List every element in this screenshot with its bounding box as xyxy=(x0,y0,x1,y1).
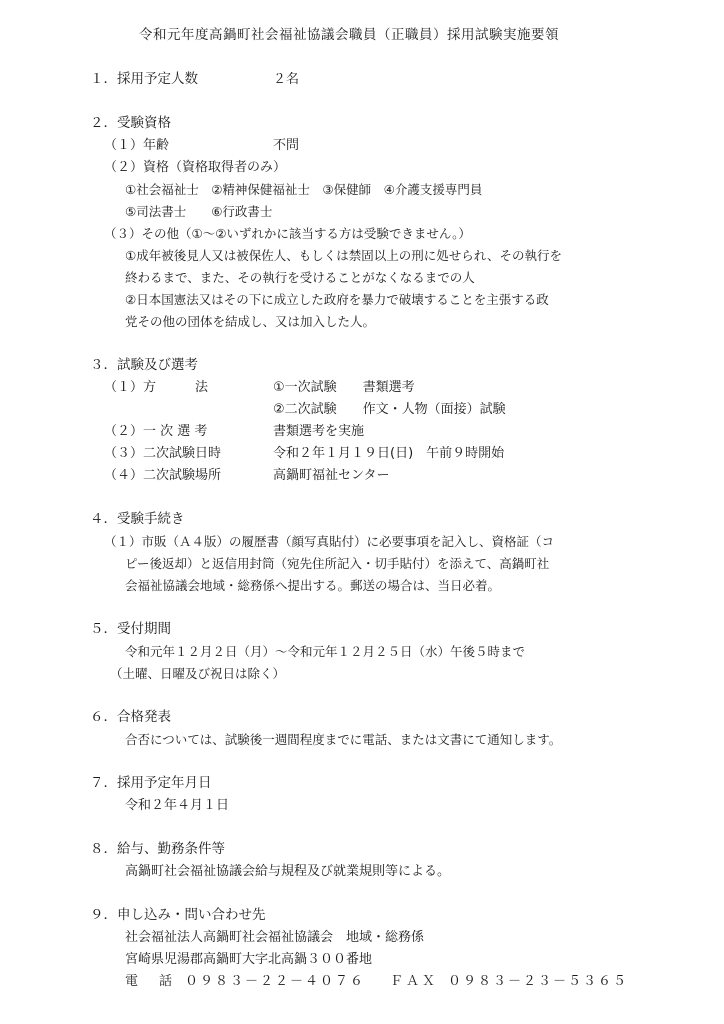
qualification-list-2: ⑤司法書士 ⑥行政書士 xyxy=(125,204,273,219)
document-title: 令和元年度高鍋町社会福祉協議会職員（正職員）採用試験実施要領 xyxy=(139,27,559,43)
fax-label: ＦＡＸ xyxy=(390,974,439,989)
start-date: 令和２年４月１日 xyxy=(125,798,230,813)
section-4-heading: ４．受験手続き xyxy=(90,511,185,527)
acceptance-period: 令和元年１２月２日（月）～令和元年１２月２５日（水）午後５時まで xyxy=(125,644,526,659)
salary-conditions: 高鍋町社会福祉協議会給与規程及び就業規則等による。 xyxy=(125,864,451,879)
procedure-line-2: ピー後返却）と返信用封筒（宛先住所記入・切手貼付）を添えて、高鍋町社 xyxy=(125,556,550,571)
section-1-heading: １．採用予定人数 xyxy=(90,71,198,87)
telephone-label: 電 話 xyxy=(125,974,177,989)
section-3-heading: ３．試験及び選考 xyxy=(90,357,198,373)
second-exam-place-label: （４）二次試験場所 xyxy=(104,468,222,483)
section-8-heading: ８．給与、勤務条件等 xyxy=(90,841,225,857)
method-first: ①一次試験 書類選考 xyxy=(273,380,415,395)
age-value: 不問 xyxy=(273,138,300,153)
second-exam-date-label: （３）二次試験日時 xyxy=(104,446,222,461)
result-notice: 合否については、試験後一週間程度までに電話、または文書にて通知します。 xyxy=(125,732,562,747)
method-second: ②二次試験 作文・人物（面接）試験 xyxy=(273,402,506,417)
other-label: （３）その他（①～②いずれかに該当する方は受験できません。） xyxy=(104,226,471,241)
age-label: （１）年齢 xyxy=(104,138,170,153)
second-exam-date-value: 令和２年１月１９日(日) 午前９時開始 xyxy=(273,446,505,461)
section-5-heading: ５．受付期間 xyxy=(90,621,171,637)
section-9-heading: ９．申し込み・問い合わせ先 xyxy=(90,907,266,923)
section-2-heading: ２．受験資格 xyxy=(90,115,171,131)
hiring-count-value: ２名 xyxy=(273,72,300,87)
procedure-line-1: （１）市販（Ａ４版）の履歴書（顔写真貼付）に必要事項を記入し、資格証（コ xyxy=(104,534,555,549)
method-label: （１）方 法 xyxy=(104,380,209,395)
contact-organization: 社会福祉法人高鍋町社会福祉協議会 地域・総務係 xyxy=(125,930,425,945)
other-item-2a: ②日本国憲法又はその下に成立した政府を暴力で破壊することを主張する政 xyxy=(125,292,549,307)
first-screening-value: 書類選考を実施 xyxy=(273,424,365,439)
acceptance-exclusion: （土曜、日曜及び祝日は除く） xyxy=(110,666,286,681)
section-7-heading: ７．採用予定年月日 xyxy=(90,775,212,791)
telephone-number: ０９８３－２２－４０７６ xyxy=(185,974,366,989)
contact-address: 宮崎県児湯郡高鍋町大字北高鍋３００番地 xyxy=(125,952,373,967)
fax-number: ０９８３－２３－５３６５ xyxy=(448,974,629,989)
procedure-line-3: 会福祉協議会地域・総務係へ提出する。郵送の場合は、当日必着。 xyxy=(125,578,501,593)
other-item-1a: ①成年被後見人又は被保佐人、もしくは禁固以上の刑に処せられ、その執行を xyxy=(125,248,562,263)
qualification-list-1: ①社会福祉士 ②精神保健福祉士 ③保健師 ④介護支援専門員 xyxy=(125,182,483,197)
section-6-heading: ６．合格発表 xyxy=(90,709,171,725)
second-exam-place-value: 高鍋町福祉センター xyxy=(273,468,390,483)
qualification-label: （２）資格（資格取得者のみ） xyxy=(104,160,287,175)
other-item-1b: 終わるまで、また、その執行を受けることがなくなるまでの人 xyxy=(125,270,475,285)
other-item-2b: 党その他の団体を結成し、又は加入した人。 xyxy=(125,314,376,329)
first-screening-label: （２）一 次 選 考 xyxy=(104,424,208,439)
